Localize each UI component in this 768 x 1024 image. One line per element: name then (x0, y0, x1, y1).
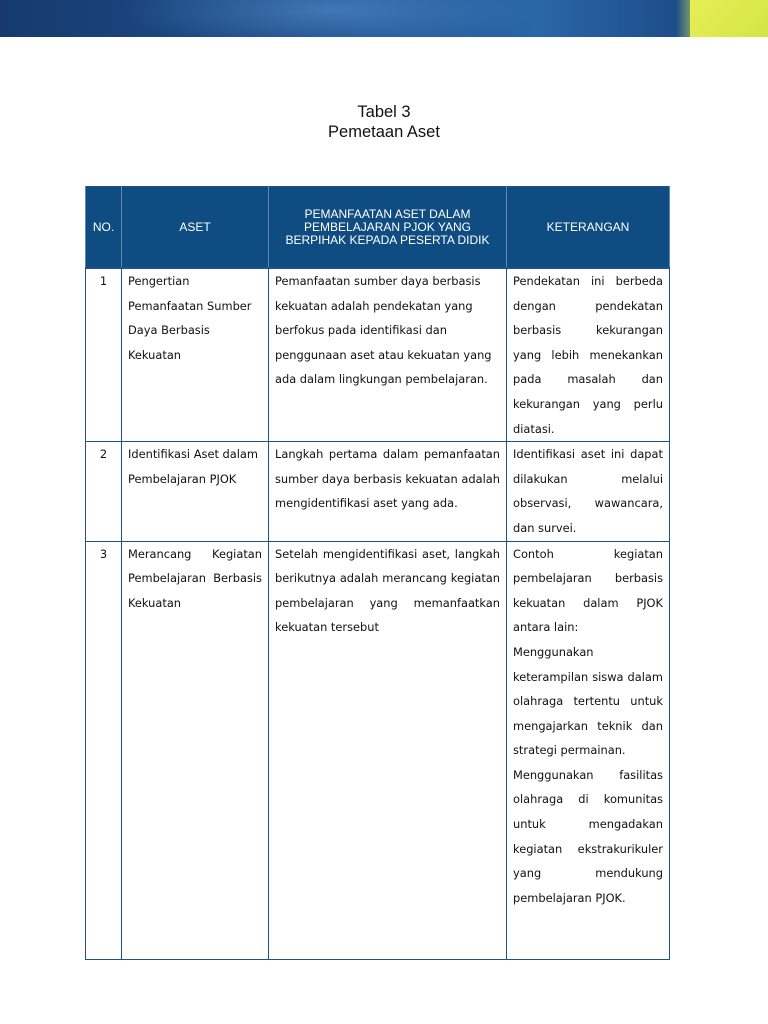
asset-mapping-table (85, 186, 670, 960)
table-header-row (86, 187, 670, 269)
table-title: Pemetaan Aset (328, 123, 440, 141)
cell-pemanfaatan: Langkah pertama dalam pemanfaatan sumber daya berbasis kekuatan adalah mengidentifikasi aset yang ada. (269, 442, 507, 541)
table-row (86, 268, 670, 442)
cell-aset: Pengertian Pemanfaatan Sumber Daya Berbasis Kekuatan (122, 268, 269, 442)
cell-pemanfaatan: Setelah mengidentifikasi aset, langkah berikutnya adalah merancang kegiatan pembelajaran yang memanfaatkan kekuatan tersebut (269, 541, 507, 959)
keterangan-intro: Contoh kegiatan pembelajaran berbasis kekuatan dalam PJOK antara lain: (513, 546, 663, 635)
keterangan-example: Menggunakan fasilitas olahraga di komunitas untuk mengadakan kegiatan ekstrakurikuler yang mendukung pembelajaran PJOK. (513, 767, 663, 905)
table-row (86, 541, 670, 959)
table-number: Tabel 3 (357, 103, 411, 121)
keterangan-example: Menggunakan keterampilan siswa dalam olahraga tertentu untuk mengajarkan teknik dan strategi permainan. (513, 644, 663, 758)
cell-aset: Merancang Kegiatan Pembelajaran Berbasis Kekuatan (122, 541, 269, 959)
header-keterangan: KETERANGAN (507, 187, 670, 269)
table-caption (0, 102, 768, 142)
header-aset: ASET (122, 187, 269, 269)
cell-pemanfaatan: Pemanfaatan sumber daya berbasis kekuatan adalah pendekatan yang berfokus pada identifikasi dan penggunaan aset atau kekuatan yang ada dalam lingkungan pembelajaran. (269, 268, 507, 442)
cell-aset: Identifikasi Aset dalam Pembelajaran PJOK (122, 442, 269, 541)
cell-keterangan (507, 541, 670, 959)
cell-keterangan: Identifikasi aset ini dapat dilakukan melalui observasi, wawancara, dan survei. (507, 442, 670, 541)
cell-no: 2 (86, 442, 122, 541)
cell-no: 1 (86, 268, 122, 442)
table-row (86, 442, 670, 541)
header-no: NO. (86, 187, 122, 269)
cell-keterangan: Pendekatan ini berbeda dengan pendekatan berbasis kekurangan yang lebih menekankan pada masalah dan kekurangan yang perlu diatasi. (507, 268, 670, 442)
cell-no: 3 (86, 541, 122, 959)
header-pemanfaatan: PEMANFAATAN ASET DALAM PEMBELAJARAN PJOK YANG BERPIHAK KEPADA PESERTA DIDIK (269, 187, 507, 269)
top-banner (0, 0, 768, 37)
